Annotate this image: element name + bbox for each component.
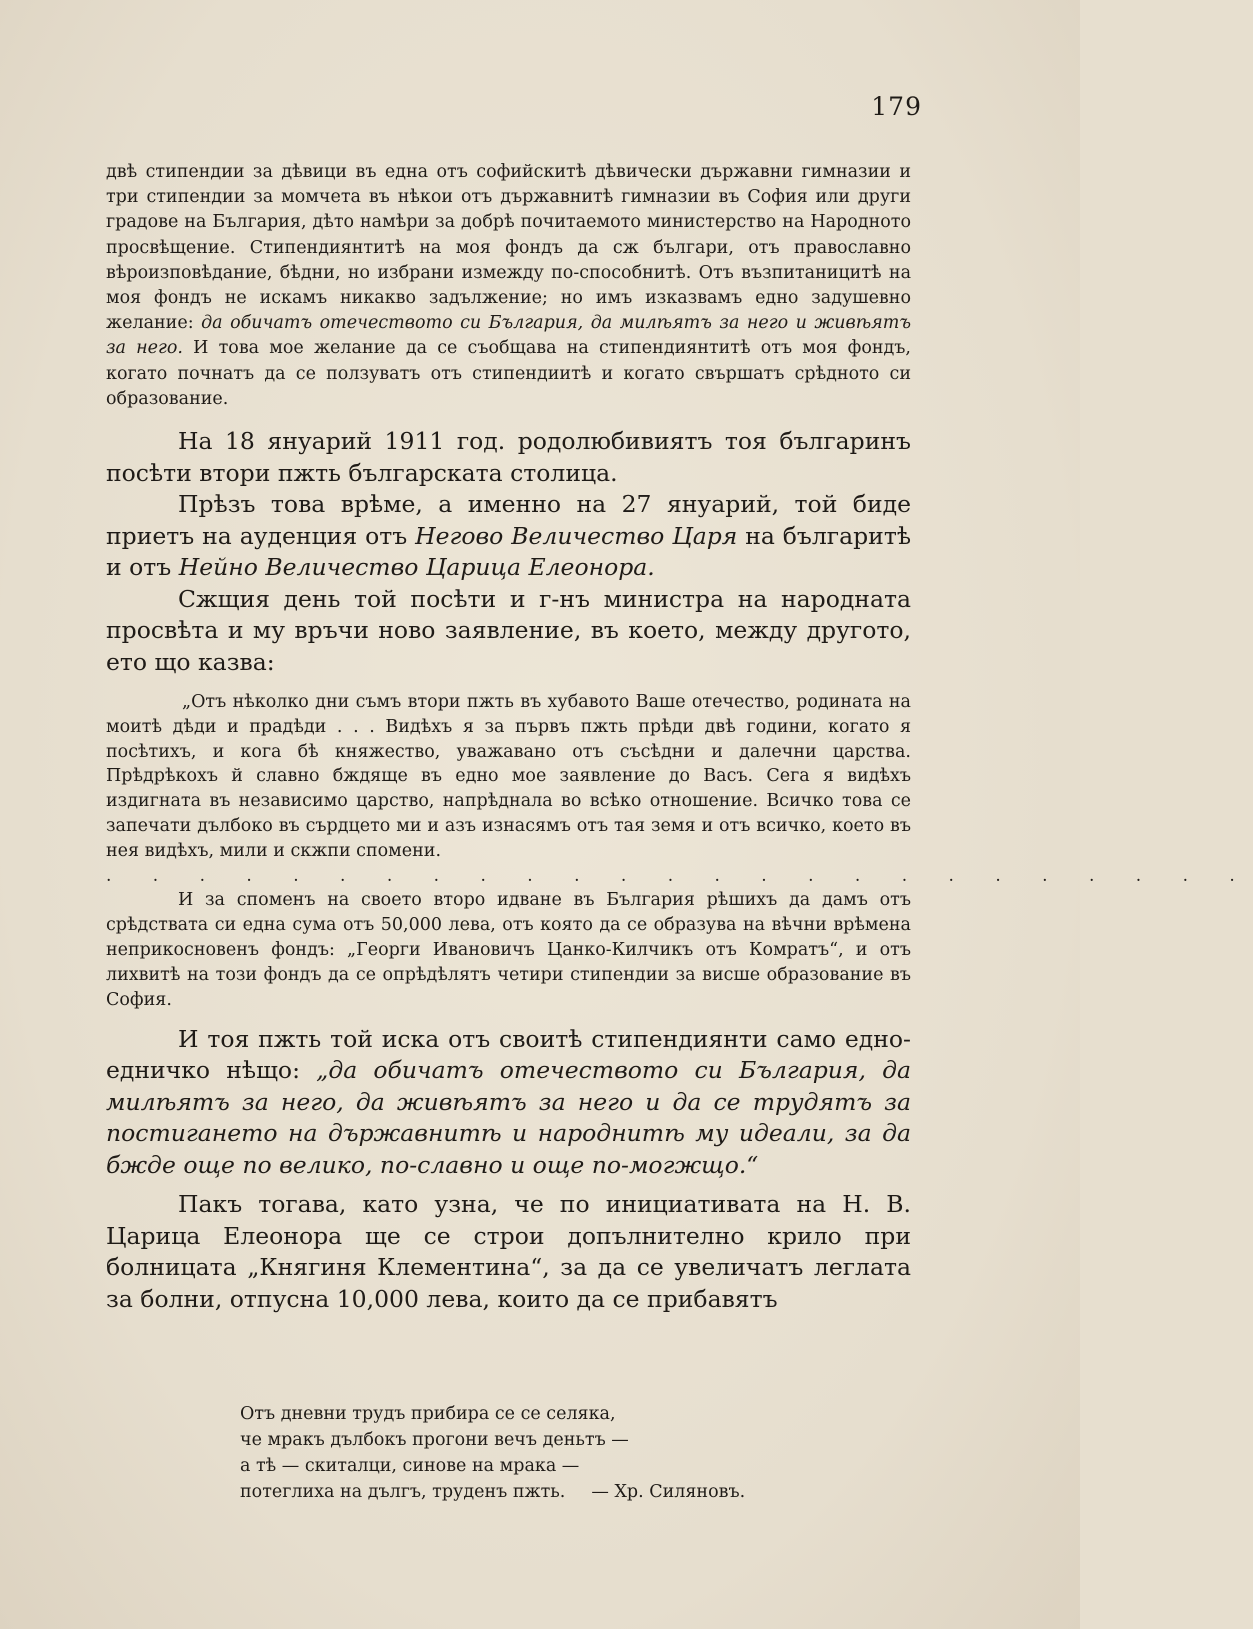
- poem-line: Отъ дневни трудъ прибира се се селяка,: [240, 1404, 616, 1424]
- paragraph-audience: [106, 489, 911, 584]
- poem-line-last: [240, 1479, 920, 1505]
- paragraph-text: И това мое желание да се съобщава на стипендиянтитѣ отъ моя фондъ, когато почнатъ да се ползуватъ отъ стипендиитѣ и когато свършатъ срѣдното си образование.: [106, 338, 911, 409]
- body-text: [106, 160, 1253, 1315]
- epigraph-poem: [240, 1401, 920, 1505]
- poem-line-text: потеглиха на дългъ, труденъ пжть.: [240, 1482, 566, 1502]
- italic-wish: да обичатъ отечеството си България, да милѣятъ за него и живѣятъ за него.: [106, 313, 911, 359]
- italic-request: „да обичатъ отечеството си България, да милѣятъ за него, да живѣятъ за него и да се трудятъ за постигането на държавнитѣ и народнитѣ му идеали, за да бжде още по велико, по-славно и още по-могжщо.“: [106, 1056, 912, 1179]
- poem-author: — Хр. Силяновъ.: [591, 1482, 746, 1502]
- paragraph-text: двѣ стипендии за дѣвици въ една отъ софийскитѣ дѣвически държавни гимназии и три стипендии за момчета въ нѣкои отъ държавнитѣ гимназии въ София или други градове на България, дѣто намѣри за добрѣ почитаемото министерство на Народното просвѣщение. Стипендиянтитѣ на моя фондъ да сж българи, отъ православно вѣроизповѣдание, бѣдни, но избрани измежду по-способнитѣ. Отъ възпитаницитѣ на моя фондъ не искамъ никакво задължение; но имъ изказвамъ едно задушевно желание:: [106, 162, 911, 334]
- quote-statement: „Отъ нѣколко дни съмъ втори пжть въ хубавото Ваше отечество, родината на моитѣ дѣди и прадѣди . . . Видѣхъ я за първъ пжть прѣди двѣ години, когато я посѣтихъ, и кога бѣ княжество, уважавано отъ съсѣдни и далечни царства. Прѣдрѣкохъ й славно бждяще въ едно мое заявление до Васъ. Сега я видѣхъ издигната въ независимо царство, напрѣднала во всѣко отношение. Всичко това се запечати дълбоко въ сърдцето ми и азъ изнасямъ отъ тая земя и отъ всичко, което въ нея видѣхъ, мили и скжпи спомени.: [106, 692, 911, 861]
- paragraph-scholarships: [106, 160, 911, 412]
- quote-continuation: И за споменъ на своето второ идване въ България рѣшихъ да дамъ отъ срѣдствата си една сума отъ 50,000 лева, отъ която да се образува на вѣчни врѣмена неприкосновенъ фондъ: „Георги Ивановичъ Цанко-Килчикъ отъ Комратъ“, и отъ лихвитѣ на този фондъ да се опрѣдѣлятъ четири стипендии за висше образование въ София.: [106, 889, 911, 1011]
- paragraph-request: [106, 1024, 911, 1182]
- poem-line: че мракъ дълбокъ прогони вечъ деньтъ —: [240, 1430, 629, 1450]
- page-number: 179: [871, 92, 922, 121]
- italic-tsar: Негово Величество Царя: [415, 521, 738, 550]
- paragraph-hospital: Пакъ тогава, като узна, че по инициативата на Н. В. Царица Елеонора ще се строи допълнително крило при болницата „Княгиня Клементина“, за да се увеличатъ леглата за болни, отпусна 10,000 лева, които да се прибавятъ: [106, 1190, 911, 1313]
- paragraph-text: Прѣзъ това врѣме, а именно на 27 януарий, той биде приетъ на ауденция отъ: [106, 490, 911, 550]
- ellipsis-divider: . . . . . . . . . . . . . . . . . . . . . . . . .: [106, 865, 1253, 886]
- paragraph-second-visit: На 18 януарий 1911 год. родолюбивиятъ тоя българинъ посѣти втори пжть българската столица.: [106, 427, 911, 487]
- paragraph-ministry-visit: Сжщия день той посѣти и г-нъ министра на народната просвѣта и му връчи ново заявление, въ което, между другото, ето що казва:: [106, 584, 911, 676]
- paragraph-text: на българитѣ и отъ: [106, 521, 912, 582]
- paragraph-text: И тоя пжть той иска отъ своитѣ стипендиянти само едно-едничко нѣщо:: [106, 1024, 911, 1085]
- poem-line: а тѣ — скиталци, синове на мрака —: [240, 1456, 580, 1476]
- italic-tsaritsa: Нейно Величество Царица Елеонора.: [178, 553, 655, 582]
